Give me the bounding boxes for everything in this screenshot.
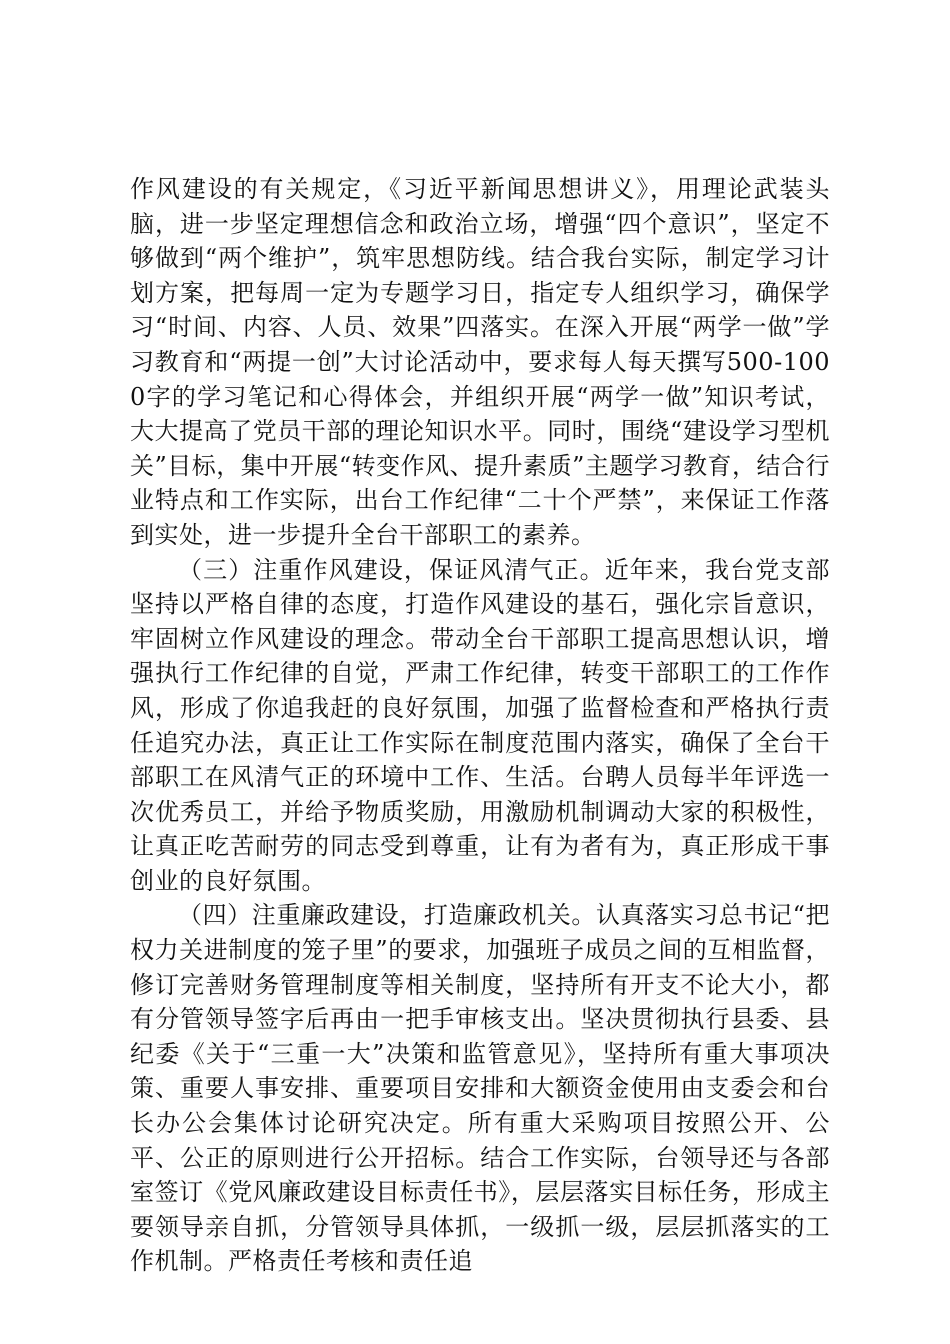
paragraph-integrity: （四）注重廉政建设，打造廉政机关。认真落实习总书记“把权力关进制度的笼子里”的要求，加强班子成员之间的互相监督，修订完善财务管理制度等相关制度，坚持所有开支不论大小，都有分管领导签字后再由一把手审核支出。坚决贯彻执行县委、县纪委《关于“三重一大”决策和监管意见》，坚持所有重大事项决策、重要人事安排、重要项目安排和大额资金使用由支委会和台长办公会集体讨论研究决定。所有重大采购项目按照公开、公平、公正的原则进行公开招标。结合工作实际，台领导还与各部室签订《党风廉政建设目标责任书》，层层落实目标任务，形成主要领导亲自抓，分管领导具体抓，一级抓一级，层层抓落实的工作机制。严格责任考核和责任追	[130, 901, 830, 1276]
document-body	[130, 172, 830, 1279]
paragraph-study-continuation: 作风建设的有关规定，《习近平新闻思想讲义》，用理论武装头脑，进一步坚定理想信念和政治立场，增强“四个意识”，坚定不够做到“两个维护”，筑牢思想防线。结合我台实际，制定学习计划方案，把每周一定为专题学习日，指定专人组织学习，确保学习“时间、内容、人员、效果”四落实。在深入开展“两学一做”学习教育和“两提一创”大讨论活动中，要求每人每天撰写500-1000字的学习笔记和心得体会，并组织开展“两学一做”知识考试，大大提高了党员干部的理论知识水平。同时，围绕“建设学习型机关”目标，集中开展“转变作风、提升素质”主题学习教育，结合行业特点和工作实际，出台工作纪律“二十个严禁”，来保证工作落到实处，进一步提升全台干部职工的素养。	[130, 175, 830, 549]
paragraph-work-style: （三）注重作风建设，保证风清气正。近年来，我台党支部坚持以严格自律的态度，打造作风建设的基石，强化宗旨意识，牢固树立作风建设的理念。带动全台干部职工提高思想认识，增强执行工作纪律的自觉，严肃工作纪律，转变干部职工的工作作风，形成了你追我赶的良好氛围，加强了监督检查和严格执行责任追究办法，真正让工作实际在制度范围内落实，确保了全台干部职工在风清气正的环境中工作、生活。台聘人员每半年评选一次优秀员工，并给予物质奖励，用激励机制调动大家的积极性，让真正吃苦耐劳的同志受到尊重，让有为者有为，真正形成干事创业的良好氛围。	[130, 555, 830, 895]
